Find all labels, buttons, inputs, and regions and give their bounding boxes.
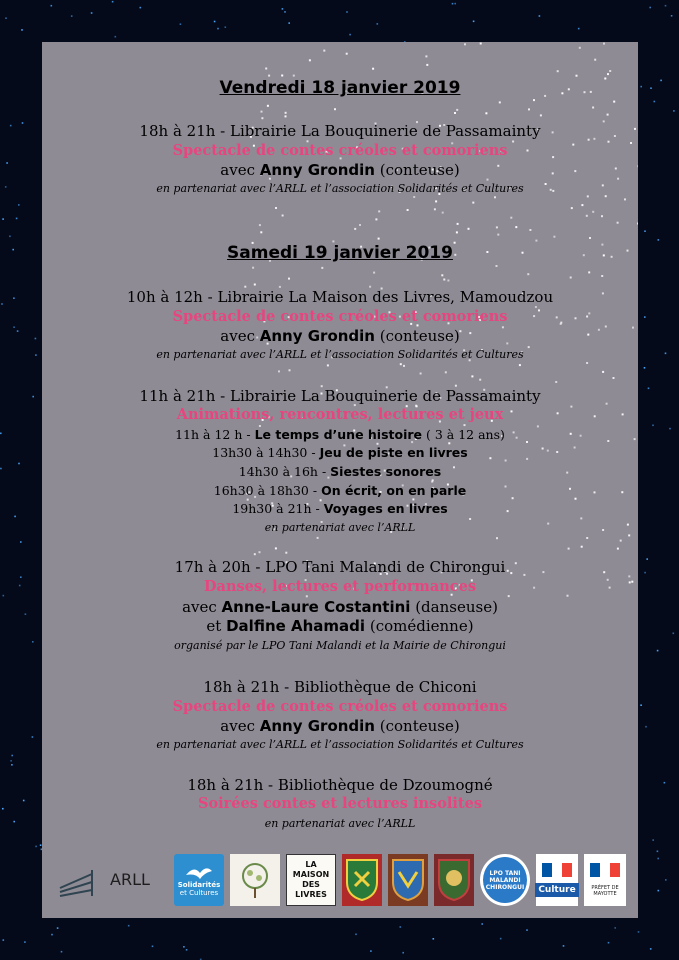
- event-note: organisé par le LPO Tani Malandi et la Mairie de Chirongui: [174, 639, 506, 652]
- event-note: en partenariat avec l’ARLL et l’association Solidarités et Cultures: [156, 182, 524, 195]
- ministere-culture-logo: Culture: [536, 854, 578, 906]
- arll-logo: [56, 854, 168, 906]
- event-time-place: 10h à 12h - Librairie La Maison des Livres, Mamoudzou: [126, 288, 554, 306]
- event-note: en partenariat avec l’ARLL et l’association Solidarités et Cultures: [156, 738, 524, 751]
- schedule-item: 19h30 à 21h - Voyages en livres: [232, 501, 448, 516]
- date-heading-saturday: Samedi 19 janvier 2019: [227, 243, 453, 263]
- event-title: Danses, lectures et performances: [203, 578, 477, 595]
- event-title: Spectacle de contes créoles et comoriens: [172, 698, 508, 715]
- event-time-place: 18h à 21h - Bibliothèque de Dzoumogné: [187, 776, 493, 794]
- illustrated-logo: [230, 854, 280, 906]
- schedule-item: 13h30 à 14h30 - Jeu de piste en livres: [212, 445, 468, 460]
- lpo-tani-malandi-logo: LPO TANI MALANDI CHIRONGUI: [480, 854, 530, 906]
- event-performer: avec Anny Grondin (conteuse): [220, 327, 460, 345]
- event-note: en partenariat avec l’ARLL: [264, 521, 416, 534]
- partner-logos: [42, 854, 638, 910]
- shield-icon: [437, 858, 471, 902]
- event-time-place: 18h à 21h - Bibliothèque de Chiconi: [203, 678, 477, 696]
- coat-of-arms-2: [388, 854, 428, 906]
- event-time-place: 11h à 21h - Librairie La Bouquinerie de Passamainty: [139, 387, 541, 405]
- event-title: Spectacle de contes créoles et comoriens: [172, 142, 508, 159]
- schedule-item: 16h30 à 18h30 - On écrit, on en parle: [213, 483, 467, 498]
- date-heading-friday: Vendredi 18 janvier 2019: [219, 78, 461, 98]
- coat-of-arms-1: [342, 854, 382, 906]
- event-title: Animations, rencontres, lectures et jeux: [176, 406, 504, 423]
- event-performer: et Dalfine Ahamadi (comédienne): [206, 617, 474, 635]
- event-note: en partenariat avec l’ARLL et l’association Solidarités et Cultures: [156, 348, 524, 361]
- shield-icon: [391, 858, 425, 902]
- tree-illustration-icon: [235, 858, 275, 902]
- bird-icon: [184, 863, 214, 881]
- solidarites-logo: Solidarités et Cultures: [174, 854, 224, 906]
- event-performer: avec Anny Grondin (conteuse): [220, 161, 460, 179]
- maison-des-livres-logo: LA MAISON DES LIVRES: [286, 854, 336, 906]
- french-flag-icon: [590, 863, 620, 877]
- event-title: Spectacle de contes créoles et comoriens: [172, 308, 508, 325]
- schedule-item: 14h30 à 16h - Siestes sonores: [238, 464, 442, 479]
- prefet-mayotte-logo: PRÉFET DE MAYOTTE: [584, 854, 626, 906]
- event-time-place: 18h à 21h - Librairie La Bouquinerie de Passamainty: [139, 122, 541, 140]
- french-flag-icon: [542, 863, 572, 877]
- event-note: en partenariat avec l’ARLL: [264, 817, 416, 830]
- shield-icon: [345, 858, 379, 902]
- coat-of-arms-3: [434, 854, 474, 906]
- arll-label: ARLL: [110, 870, 150, 889]
- event-performer: avec Anne-Laure Costantini (danseuse): [182, 598, 498, 616]
- event-time-place: 17h à 20h - LPO Tani Malandi de Chirongui: [174, 558, 506, 576]
- poster-panel: [42, 42, 638, 918]
- event-title: Soirées contes et lectures insolites: [198, 795, 482, 812]
- event-performer: avec Anny Grondin (conteuse): [220, 717, 460, 735]
- schedule-item: 11h à 12 h - Le temps d’une histoire ( 3 à 12 ans): [175, 427, 505, 442]
